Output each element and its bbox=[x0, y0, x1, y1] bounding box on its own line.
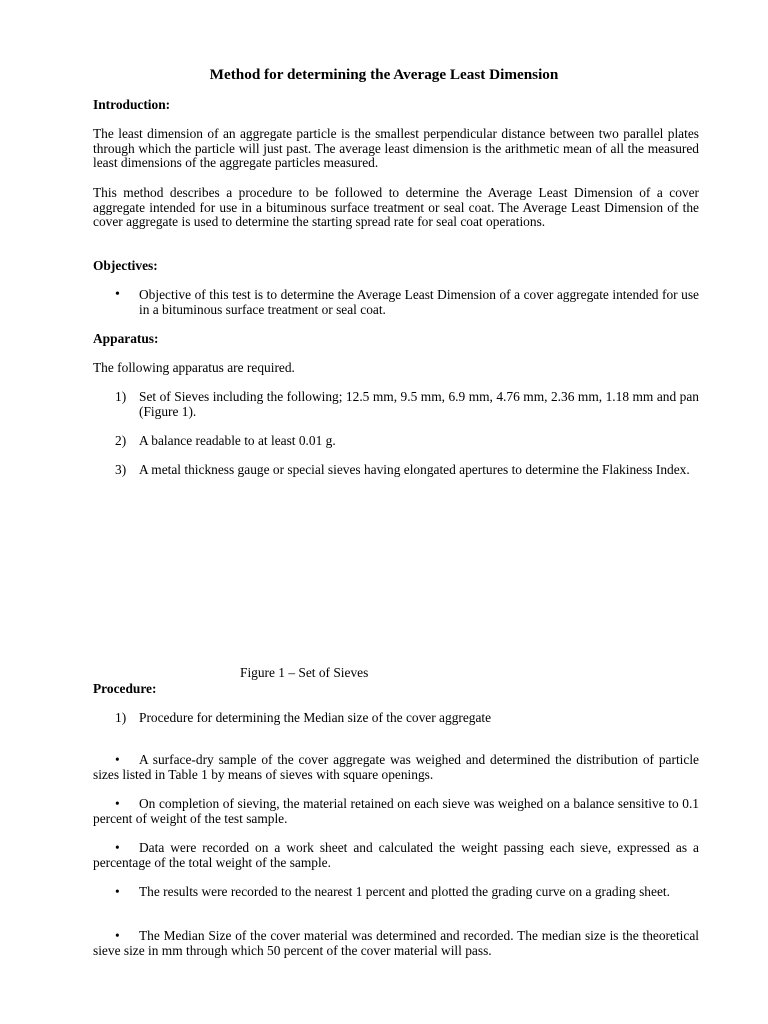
bullet-icon: • bbox=[115, 752, 120, 768]
list-number: 1) bbox=[115, 710, 127, 725]
procedure-bullet-text: On completion of sieving, the material retained on each sieve was weighed on a balance sensitive to 0.1 percent of weight of the test sample. bbox=[93, 796, 699, 826]
figure-caption: Figure 1 – Set of Sieves bbox=[240, 665, 369, 680]
procedure-step-text: Procedure for determining the Median size of the cover aggregate bbox=[139, 710, 492, 725]
procedure-bullet-text: The Median Size of the cover material was determined and recorded. The median size is the theoretical sieve size in mm through which 50 percent of the cover material will pass. bbox=[93, 928, 699, 958]
list-number: 2) bbox=[115, 433, 127, 448]
objective-text: Objective of this test is to determine the Average Least Dimension of a cover aggregate intended for use in a bituminous surface treatment or seal coat. bbox=[139, 287, 699, 317]
document-title: Method for determining the Average Least Dimension bbox=[209, 66, 559, 83]
objectives-heading: Objectives: bbox=[93, 258, 158, 273]
apparatus-item-text: Set of Sieves including the following; 12.5 mm, 9.5 mm, 6.9 mm, 4.76 mm, 2.36 mm, 1.18 mm and pan (Figure 1). bbox=[139, 389, 699, 419]
apparatus-intro: The following apparatus are required. bbox=[93, 360, 295, 375]
bullet-icon: • bbox=[115, 287, 120, 302]
bullet-icon: • bbox=[115, 840, 120, 856]
procedure-bullet bbox=[93, 929, 699, 958]
procedure-bullet bbox=[93, 841, 699, 870]
apparatus-item-text: A balance readable to at least 0.01 g. bbox=[139, 433, 336, 448]
procedure-bullet bbox=[93, 885, 699, 900]
introduction-heading: Introduction: bbox=[93, 97, 171, 112]
list-number: 3) bbox=[115, 462, 127, 477]
bullet-icon: • bbox=[115, 796, 120, 812]
bullet-icon: • bbox=[115, 884, 120, 900]
introduction-paragraph-1: The least dimension of an aggregate particle is the smallest perpendicular distance between two parallel plates through which the particle will just past. The average least dimension is the arithmetic mean of all the measured least dimensions of the aggregate particles measured. bbox=[93, 126, 699, 171]
introduction-paragraph-2: This method describes a procedure to be followed to determine the Average Least Dimension of a cover aggregate intended for use in a bituminous surface treatment or seal coat. The Average Least Dimension of the cover aggregate is used to determine the starting spread rate for seal coat operations. bbox=[93, 185, 699, 230]
procedure-bullet-text: Data were recorded on a work sheet and calculated the weight passing each sieve, expressed as a percentage of the total weight of the sample. bbox=[93, 840, 699, 870]
procedure-bullet-text: A surface-dry sample of the cover aggregate was weighed and determined the distribution of particle sizes listed in Table 1 by means of sieves with square openings. bbox=[93, 752, 699, 782]
procedure-bullet bbox=[93, 797, 699, 826]
procedure-heading: Procedure: bbox=[93, 681, 157, 696]
procedure-bullet-text: The results were recorded to the nearest 1 percent and plotted the grading curve on a grading sheet. bbox=[139, 884, 670, 900]
apparatus-item-text: A metal thickness gauge or special sieves having elongated apertures to determine the Flakiness Index. bbox=[139, 462, 690, 477]
apparatus-heading: Apparatus: bbox=[93, 331, 159, 346]
procedure-bullet bbox=[93, 753, 699, 782]
bullet-icon: • bbox=[115, 928, 120, 944]
list-number: 1) bbox=[115, 389, 127, 404]
